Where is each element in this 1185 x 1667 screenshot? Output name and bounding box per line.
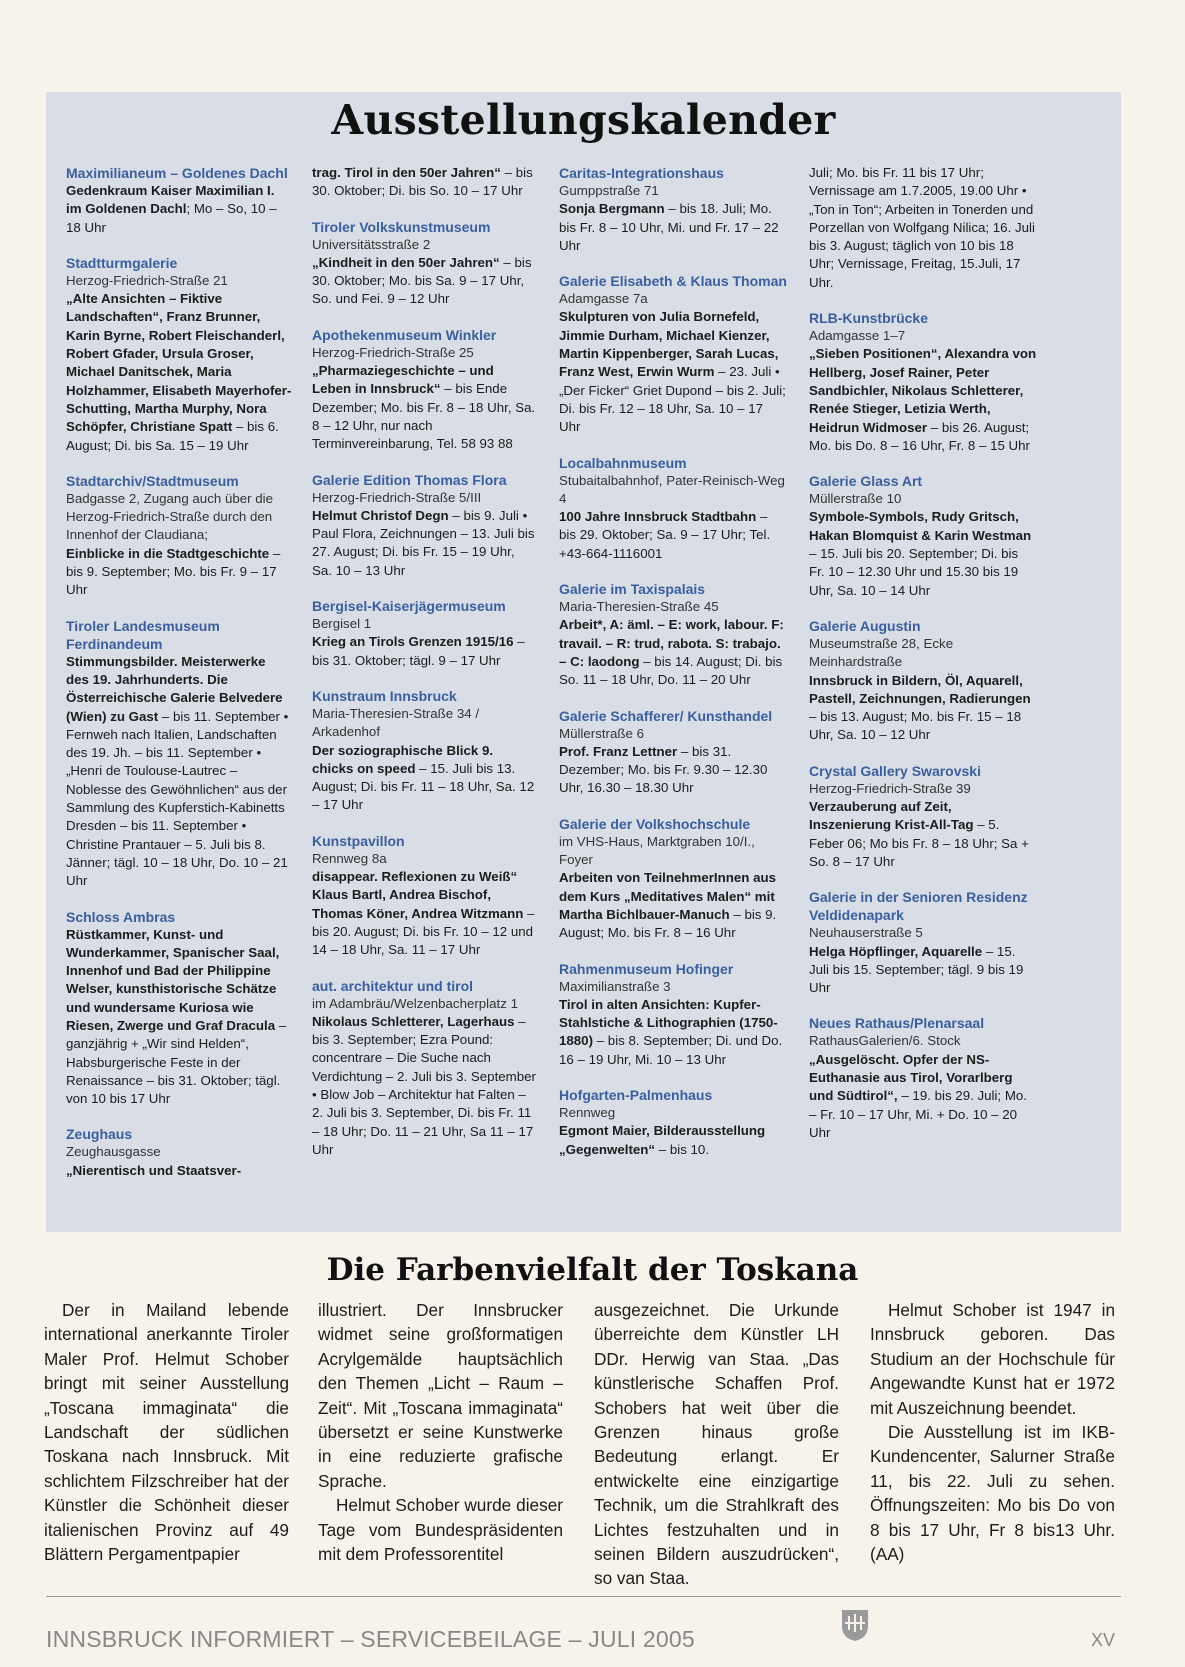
exhibition-title: Sonja Bergmann [559, 201, 665, 217]
venue-name: Apothekenmuseum Winkler [312, 326, 497, 343]
calendar-entry [66, 472, 292, 600]
venue-name: Crystal Gallery Swarovski [809, 762, 981, 779]
calendar-entry [559, 1086, 787, 1159]
venue-name: Caritas-Integrationshaus [559, 165, 724, 181]
article-title: Die Farbenvielfalt der Toskana [326, 1252, 859, 1288]
venue-address: Müllerstraße 10 [809, 491, 902, 507]
venue-name: Localbahnmuseum [559, 454, 687, 471]
exhibition-title: Egmont Maier, Bilderausstellung „Gegenwelten“ [559, 1123, 766, 1157]
article-column [318, 1298, 563, 1566]
venue-address: Neuhauserstraße 5 [809, 925, 923, 941]
article-paragraph: illustriert. Der Innsbrucker widmet seine großformatigen Acrylgemälde hauptsächlich den Themen „Licht – Raum – Zeit“. Mit „Toscana immaginata“ übersetzt er seine Kunstwerke in eine reduzierte grafische Sprache. [318, 1300, 563, 1491]
exhibition-details: – bis 3. September; Ezra Pound: concentrare – Die Suche nach Verdichtung – 2. Juli bis 3. September • Blow Job – Architektur hat Falten – 2. Juli bis 3. September, Di. bis Fr. 11 – 18 Uhr; Do. 11 – 21 Uhr, Sa 11 – 17 Uhr [312, 1013, 536, 1157]
calendar-entry [809, 888, 1037, 997]
exhibition-details: – bis 9. August; Mo. bis Fr. 8 – 16 Uhr [559, 906, 777, 941]
venue-name: aut. architektur und tirol [312, 977, 474, 994]
exhibition-title: 100 Jahre Innsbruck Stadtbahn [559, 509, 757, 525]
venue-address: Bergisel 1 [312, 616, 372, 632]
article-paragraph: Helmut Schober wurde dieser Tage vom Bundespräsidenten mit dem Professorentitel [318, 1495, 563, 1565]
calendar-box [46, 92, 1121, 1232]
venue-address: Gumppstraße 71 [559, 183, 659, 198]
venue-address: Maria-Theresien-Straße 34 / Arkadenhof [312, 705, 480, 740]
venue-address: Herzog-Friedrich-Straße 21 [66, 272, 228, 288]
exhibition-details: ; Mo – So, 10 – 18 Uhr [66, 201, 277, 235]
exhibition-title: Gedenkraum Kaiser Maximilian I. im Goldenen Dachl [66, 183, 275, 217]
calendar-entry [66, 254, 292, 455]
exhibition-title: „Ausgelöscht. Opfer der NS-Euthanasie aus Tirol, Vorarlberg und Südtirol“, [809, 1051, 1013, 1104]
venue-address: Herzog-Friedrich-Straße 5/III [312, 489, 482, 505]
calendar-entry [809, 617, 1037, 745]
footer-divider [46, 1596, 1121, 1597]
exhibition-title: Der soziographische Blick 9. chicks on speed [312, 742, 494, 776]
calendar-entry [559, 454, 787, 563]
calendar-entry [66, 908, 292, 1109]
venue-address: Maximilianstraße 3 [559, 978, 671, 994]
exhibition-title: „Nierentisch und Staatsver- [66, 1162, 242, 1178]
venue-address: im VHS-Haus, Marktgraben 10/I., Foyer [559, 833, 755, 868]
venue-address: Universitätsstraße 2 [312, 236, 431, 252]
exhibition-details: – bis 6. August; Di. bis Sa. 15 – 19 Uhr [66, 419, 279, 453]
calendar-entry [312, 687, 536, 815]
venue-address: Rennweg [559, 1104, 616, 1120]
exhibition-title: Helga Höpflinger, Aquarelle [809, 943, 983, 959]
calendar-entry [66, 164, 292, 237]
venue-address: Adamgasse 1–7 [809, 328, 906, 344]
exhibition-details: – 15. Juli bis 15. September; tägl. 9 bis 19 Uhr [809, 943, 1024, 996]
calendar-entry [312, 164, 536, 201]
calendar-entry [559, 960, 787, 1069]
exhibition-details: – bis 11. September • Fernweh nach Italien, Landschaften des 19. Jh. – bis 11. September • „Henri de Toulouse-Lautrec – Noblesse des Gewöhnlichen“ aus der Sammlung des Kupferstich-Kabinetts Dresden – bis 11. September • Christine Prantauer – 5. Juli bis 8. Jänner; tägl. 10 – 18 Uhr, Do. 10 – 21 Uhr [66, 708, 289, 889]
calendar-entry [312, 977, 536, 1160]
exhibition-title: Skulpturen von Julia Bornefeld, Jimmie Durham, Michael Kienzer, Martin Kippenberger, Sarah Lucas, Franz West, Erwin Wurm [559, 309, 779, 380]
article-column [44, 1298, 289, 1566]
calendar-entry [809, 164, 1037, 292]
exhibition-details: – bis 31. Oktober; tägl. 9 – 17 Uhr [312, 634, 525, 668]
venue-address: Museumstraße 28, Ecke Meinhardstraße [809, 635, 954, 670]
calendar-column [312, 164, 536, 1176]
article-paragraph: ausgezeichnet. Die Urkunde überreichte dem Künstler LH DDr. Herwig van Staa. „Das künstlerische Schaffen Prof. Schobers hat weit über die Grenzen hinaus große Bedeutung erlangt. Er entwickelte eine einzigartige Technik, um die Strahlkraft des Lichtes festzuhalten und in seinen Bildern auszudrücken“, so van Staa. [594, 1300, 839, 1589]
exhibition-details: – bis 8. September; Di. und Do. 16 – 19 Uhr, Mi. 10 – 13 Uhr [559, 1033, 783, 1067]
exhibition-title: Rüstkammer, Kunst- und Wunderkammer, Spanischer Saal, Innenhof und Bad der Philippine Welser, kunsthistorische Schätze und wundersame Kuriosa wie Riesen, Zwerge und Graf Dracula [66, 926, 280, 1033]
article-column [594, 1298, 839, 1591]
exhibition-title: disappear. Reflexionen zu Weiß“ Klaus Bartl, Andrea Bischof, Thomas Köner, Andrea Witzmann [312, 869, 524, 921]
venue-name: Bergisel-Kaiserjägermuseum [312, 598, 506, 615]
calendar-entry [559, 272, 787, 436]
exhibition-title: Einblicke in die Stadtgeschichte [66, 545, 270, 561]
calendar-entry [312, 471, 536, 580]
venue-name: Galerie in der Senioren Residenz Veldidenapark [809, 889, 1028, 924]
venue-name: Stadtarchiv/Stadtmuseum [66, 472, 239, 489]
exhibition-details: – 15. Juli bis 13. August; Di. bis Fr. 11 – 18 Uhr, Sa. 12 – 17 Uhr [312, 760, 535, 813]
exhibition-details: – bis 9. Juli • Paul Flora, Zeichnungen – 13. Juli bis 27. August; Di. bis Fr. 15 – 19 Uhr, Sa. 10 – 13 Uhr [312, 507, 535, 578]
venue-name: Schloss Ambras [66, 908, 176, 925]
page-number: XV [1090, 1630, 1115, 1650]
article-paragraph: Die Ausstellung ist im IKB-Kundencenter, Salurner Straße 11, bis 22. Juli zu sehen. Öffnungszeiten: Mo bis Do von 8 bis 17 Uhr, Fr 8 bis13 Uhr. (AA) [870, 1422, 1115, 1565]
exhibition-title: Tirol in alten Ansichten: Kupfer-Stahlstiche & Lithographien (1750-1880) [559, 996, 778, 1049]
exhibition-title: Helmut Christof Degn [312, 507, 449, 523]
venue-name: Galerie Schafferer/ Kunsthandel [559, 707, 773, 724]
exhibition-title: „Pharmaziegeschichte – und Leben in Innsbruck“ [312, 363, 494, 397]
city-coat-of-arms-icon [840, 1606, 870, 1642]
article-column [870, 1298, 1115, 1566]
venue-name: Galerie der Volkshochschule [559, 815, 751, 832]
exhibition-details: – 5. Feber 06; Mo bis Fr. 8 – 18 Uhr; Sa + So. 8 – 17 Uhr [809, 817, 1029, 869]
calendar-entry [559, 707, 787, 798]
calendar-entry [312, 597, 536, 670]
venue-address: Herzog-Friedrich-Straße 39 [809, 780, 971, 796]
article-paragraph: Helmut Schober ist 1947 in Innsbruck geboren. Das Studium an der Hochschule für Angewandte Kunst hat er 1972 mit Auszeichnung beendet. [870, 1300, 1115, 1418]
venue-address: im Adambräu/Welzenbacherplatz 1 [312, 995, 518, 1011]
calendar-entry [66, 617, 292, 891]
venue-address: Rennweg 8a [312, 850, 387, 866]
calendar-entry [66, 1125, 292, 1180]
calendar-title: Ausstellungskalender [331, 96, 836, 144]
venue-name: Kunstraum Innsbruck [312, 687, 457, 704]
venue-name: Kunstpavillon [312, 832, 405, 849]
venue-name: Neues Rathaus/Plenarsaal [809, 1015, 985, 1032]
calendar-column [559, 164, 787, 1176]
exhibition-title: „Alte Ansichten – Fiktive Landschaften“, Franz Brunner, Karin Byrne, Robert Fleischanderl, Robert Gfader, Ursula Groser, Michael Danitschek, Maria Holzhammer, Elisabeth Mayerhofer-Schutting, Martha Murphy, Nora Schöpfer, Christiane Spatt [66, 291, 292, 435]
article-paragraph: Der in Mailand lebende international anerkannte Tiroler Maler Prof. Helmut Schober bringt mit seiner Ausstellung „Toscana immaginata“ die Landschaft der südlichen Toskana nach Innsbruck. Mit schlichtem Filzschreiber hat der Künstler die Schönheit dieser italienischen Provinz auf 49 Blättern Pergamentpapier [44, 1300, 289, 1565]
exhibition-title: „Kindheit in den 50er Jahren“ [312, 254, 500, 270]
exhibition-title: Stimmungsbilder. Meisterwerke des 19. Jahrhunderts. Die Österreichische Galerie Belvedere (Wien) zu Gast [66, 653, 283, 724]
venue-address: Stubaitalbahnhof, Pater-Reinisch-Weg 4 [559, 472, 785, 506]
exhibition-details: – 15. Juli bis 20. September; Di. bis Fr. 10 – 12.30 Uhr und 15.30 bis 19 Uhr, Sa. 10 – 14 Uhr [809, 546, 1019, 598]
venue-name: Galerie Augustin [809, 617, 921, 634]
calendar-entry [809, 472, 1037, 600]
exhibition-title: „Sieben Positionen“, Alexandra von Hellberg, Josef Rainer, Peter Sandbichler, Nikolaus Schletterer, Renée Stieger, Letizia Werth, Heidrun Widmoser [809, 346, 1037, 435]
venue-address: Müllerstraße 6 [559, 725, 644, 741]
exhibition-details: – bis 9. September; Mo. bis Fr. 9 – 17 Uhr [66, 545, 281, 598]
venue-address: Herzog-Friedrich-Straße 25 [312, 344, 474, 360]
calendar-entry [809, 1014, 1037, 1142]
exhibition-details: – bis Ende Dezember; Mo. bis Fr. 8 – 18 Uhr, Sa. 8 – 12 Uhr, nur nach Terminvereinbarung, Tel. 58 93 88 [312, 381, 536, 452]
exhibition-details: – 23. Juli • „Der Ficker“ Griet Dupond – bis 2. Juli; Di. bis Fr. 12 – 18 Uhr, Sa. 10 – 17 Uhr [559, 364, 786, 435]
calendar-entry [559, 164, 787, 255]
exhibition-title: Nikolaus Schletterer, Lagerhaus [312, 1013, 515, 1029]
calendar-column [66, 164, 292, 1197]
footer-text: INNSBRUCK INFORMIERT – SERVICEBEILAGE – JULI 2005 [46, 1626, 695, 1652]
venue-name: Tiroler Volkskunstmuseum [312, 218, 491, 235]
exhibition-details: – bis 18. Juli; Mo. bis Fr. 8 – 10 Uhr, Mi. und Fr. 17 – 22 Uhr [559, 201, 779, 253]
venue-name: Galerie Edition Thomas Flora [312, 471, 507, 488]
calendar-entry [559, 580, 787, 689]
exhibition-details: Juli; Mo. bis Fr. 11 bis 17 Uhr; Vernissage am 1.7.2005, 19.00 Uhr • „Ton in Ton“; Arbeiten in Tonerden und Porzellan von Wolfgang Nilica; 16. Juli bis 3. August; täglich von 10 bis 18 Uhr; Vernissage, Freitag, 15.Juli, 17 Uhr. [809, 165, 1035, 290]
exhibition-details: – bis 30. Oktober; Mo. bis Sa. 9 – 17 Uhr, So. und Fei. 9 – 12 Uhr [312, 254, 532, 307]
exhibition-title: Verzauberung auf Zeit, Inszenierung Krist-All-Tag [809, 799, 974, 833]
exhibition-details: – bis 29. Oktober; Sa. 9 – 17 Uhr; Tel. +43-664-1116001 [559, 509, 771, 561]
venue-name: RLB-Kunstbrücke [809, 310, 929, 327]
venue-name: Maximilianeum – Goldenes Dachl [66, 165, 288, 181]
calendar-entry [559, 815, 787, 943]
exhibition-details: – bis 10. [655, 1141, 710, 1157]
venue-name: Galerie im Taxispalais [559, 581, 706, 598]
exhibition-details: – bis 31. Dezember; Mo. bis Fr. 9.30 – 12.30 Uhr, 16.30 – 18.30 Uhr [559, 743, 768, 796]
calendar-column [809, 164, 1037, 1159]
venue-address: Maria-Theresien-Straße 45 [559, 599, 719, 615]
exhibition-details: – bis 14. August; Di. bis So. 11 – 18 Uhr, Do. 11 – 20 Uhr [559, 653, 783, 688]
calendar-entry [312, 832, 536, 960]
venue-address: Adamgasse 7a [559, 291, 648, 307]
exhibition-title: Arbeit*, A: äml. – E: work, labour. F: travail. – R: trud, rabota. S: trabajo. – C: laodong [559, 617, 784, 669]
exhibition-title: Innsbruck in Bildern, Öl, Aquarell, Pastell, Zeichnungen, Radierungen [809, 672, 1031, 706]
exhibition-details: – ganzjährig + „Wir sind Helden“, Habsburgerische Feste in der Renaissance – bis 31. Oktober; tägl. von 10 bis 17 Uhr [66, 1017, 287, 1107]
calendar-entry [809, 309, 1037, 455]
calendar-entry [312, 326, 536, 454]
exhibition-details: – bis 30. Oktober; Di. bis So. 10 – 17 Uhr [312, 165, 533, 199]
exhibition-title: Krieg an Tirols Grenzen 1915/16 [312, 634, 514, 650]
exhibition-details: – bis 20. August; Di. bis Fr. 10 – 12 und 14 – 18 Uhr, Sa. 11 – 17 Uhr [312, 905, 535, 958]
exhibition-details: – bis 26. August; Mo. bis Do. 8 – 16 Uhr, Fr. 8 – 15 Uhr [809, 419, 1030, 453]
exhibition-title: Symbole-Symbols, Rudy Gritsch, Hakan Blomquist & Karin Westman [809, 509, 1032, 543]
exhibition-details: – bis 13. August; Mo. bis Fr. 15 – 18 Uhr, Sa. 10 – 12 Uhr [809, 709, 1022, 743]
exhibition-details: – 19. bis 29. Juli; Mo. – Fr. 10 – 17 Uhr, Mi. + Do. 10 – 20 Uhr [809, 1088, 1027, 1140]
calendar-entry [312, 218, 536, 309]
venue-name: Zeughaus [66, 1126, 133, 1143]
venue-address: RathausGalerien/6. Stock [809, 1033, 961, 1049]
venue-name: Stadtturmgalerie [66, 254, 178, 271]
calendar-entry [809, 762, 1037, 871]
exhibition-title: trag. Tirol in den 50er Jahren“ [312, 165, 501, 180]
exhibition-title: Arbeiten von TeilnehmerInnen aus dem Kurs „Meditatives Malen“ mit Martha Bichlbauer-Manuch [559, 870, 776, 922]
venue-name: Tiroler Landesmuseum Ferdinandeum [66, 617, 220, 652]
venue-address: Badgasse 2, Zugang auch über die Herzog-Friedrich-Straße durch den Innenhof der Claudiana; [66, 490, 273, 543]
venue-address: Zeughausgasse [66, 1144, 161, 1160]
venue-name: Galerie Glass Art [809, 473, 923, 490]
venue-name: Rahmenmuseum Hofinger [559, 960, 734, 977]
venue-name: Galerie Elisabeth & Klaus Thoman [559, 273, 787, 290]
venue-name: Hofgarten-Palmenhaus [559, 1086, 713, 1103]
exhibition-title: Prof. Franz Lettner [559, 743, 678, 759]
